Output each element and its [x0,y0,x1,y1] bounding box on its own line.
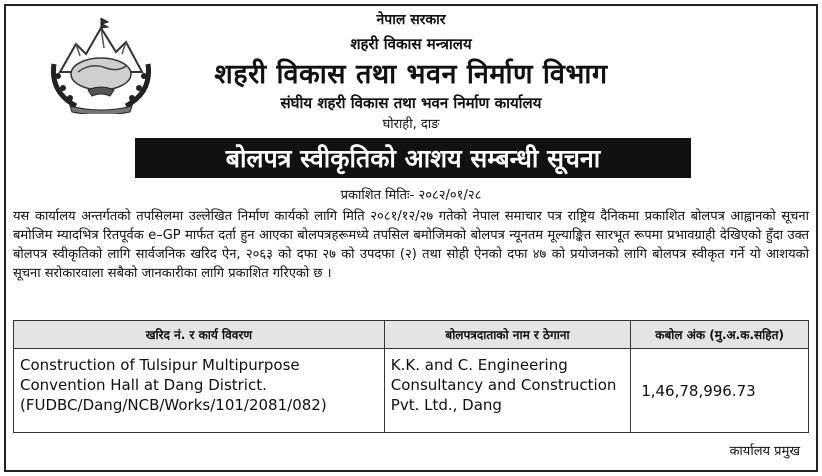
header-description: खरिद नं. र कार्य विवरण [14,321,385,349]
table-header-row [14,321,809,349]
award-table [13,320,809,433]
office-name: संघीय शहरी विकास तथा भवन निर्माण कार्यालय [280,94,542,112]
signature-label: कार्यालय प्रमुख [729,444,800,459]
department-name: शहरी विकास तथा भवन निर्माण विभाग [214,59,608,90]
cell-bidder: K.K. and C. Engineering Consultancy and Construction Pvt. Ltd., Dang [384,349,630,433]
header-bidder: बोलपत्रदाताको नाम र ठेगाना [384,321,630,349]
govt-name: नेपाल सरकार [376,12,446,28]
notice-body: यस कार्यालय अन्तर्गतको तपसिलमा उल्लेखित निर्माण कार्यको लागि मिति २०८१/१२/२७ गतेको नेपाल समाचार पत्र राष्ट्रिय दैनिकमा प्रकाशित बोलपत्र आह्वानको सूचना बमोजिम म्यादभित्र रितपूर्वक e–GP मार्फत दर्ता हुन आएका बोलपत्रहरूमध्ये तपसिल बमोजिमको बोलपत्र न्यूनतम मूल्याङ्कित सारभूत रूपमा प्रभावग्राही देखिएको हुँदा उक्त बोलपत्र स्वीकृतिको लागि सार्वजनिक खरिद ऐन, २०६३ को दफा २७ को उपदफा (२) तथा सोही ऐनको दफा ४७ को प्रयोजनको लागि बोलपत्र स्वीकृत गर्ने यो आशयको सूचना सरोकारवाला सबैको जानकारीका लागि प्रकाशित गरिएको छ । [13,209,809,281]
office-location: घोराही, दाङ [382,117,440,132]
cell-amount: 1,46,78,996.73 [631,349,809,433]
cell-description: Construction of Tulsipur Multipurpose Convention Hall at Dang District. (FUDBC/Dang/NCB/Works/101/2081/082) [14,349,385,433]
notice-title-banner [135,138,691,178]
published-date: प्रकाशित मितिः- २०८२/०१/२८ [340,188,482,203]
ministry-name: शहरी विकास मन्त्रालय [350,35,472,53]
table-row [14,349,809,433]
header-amount: कबोल अंक (मु.अ.क.सहित) [631,321,809,349]
notice-title: बोलपत्र स्वीकृतिको आशय सम्बन्धी सूचना [225,144,601,173]
